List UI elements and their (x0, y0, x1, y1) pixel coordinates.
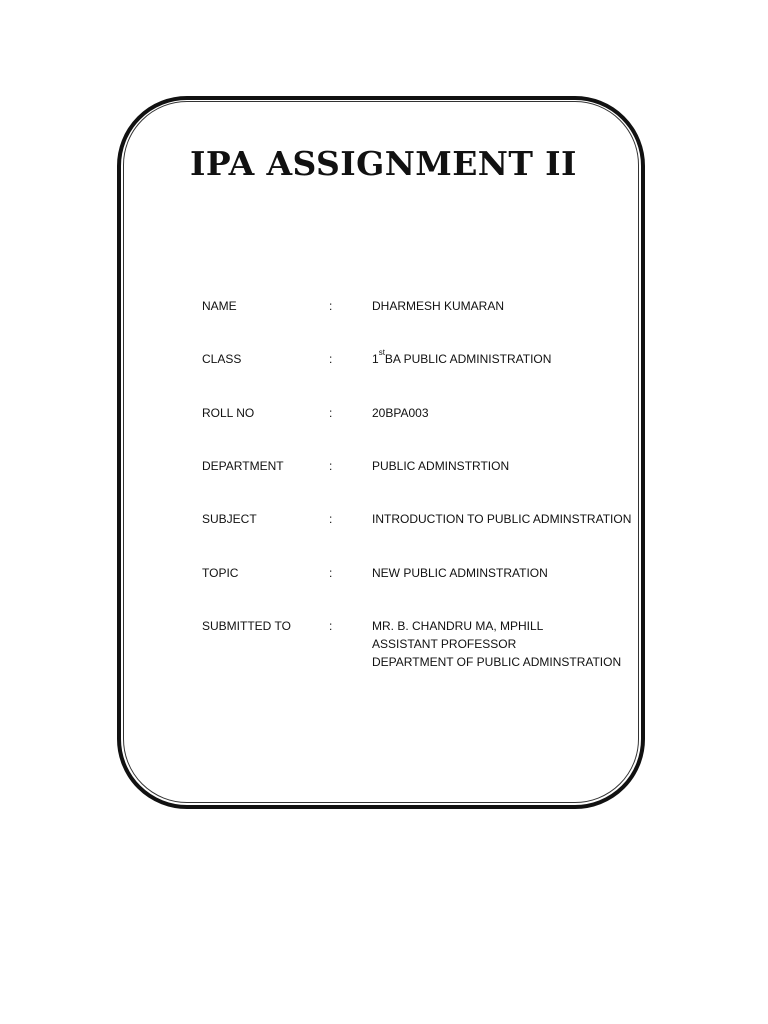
class-label: CLASS (202, 352, 242, 366)
class-value-superscript: st (378, 348, 385, 357)
roll-no-separator: : (329, 406, 333, 420)
class-value (372, 350, 642, 368)
subject-value: INTRODUCTION TO PUBLIC ADMINSTRATION (372, 512, 632, 526)
topic-label: TOPIC (202, 566, 239, 580)
submitted-to-line-1: MR. B. CHANDRU MA, MPHILL (372, 619, 544, 633)
department-separator: : (329, 459, 333, 473)
topic-value: NEW PUBLIC ADMINSTRATION (372, 566, 548, 580)
class-value-prefix: 1 (372, 352, 379, 366)
roll-no-label: ROLL NO (202, 406, 255, 420)
class-separator: : (329, 352, 333, 366)
submitted-to-line-2: ASSISTANT PROFESSOR (372, 637, 517, 651)
name-label: NAME (202, 299, 237, 313)
department-label: DEPARTMENT (202, 459, 284, 473)
class-value-text: BA PUBLIC ADMINISTRATION (384, 352, 552, 366)
rounded-border-frame (117, 96, 645, 809)
submitted-to-line-3: DEPARTMENT OF PUBLIC ADMINSTRATION (372, 655, 622, 669)
name-separator: : (329, 299, 333, 313)
topic-separator: : (329, 566, 333, 580)
subject-separator: : (329, 512, 333, 526)
document-title: IPA ASSIGNMENT II (190, 144, 577, 183)
submitted-to-separator: : (329, 619, 333, 633)
roll-no-value: 20BPA003 (372, 406, 429, 420)
name-value: DHARMESH KUMARAN (372, 299, 505, 313)
subject-label: SUBJECT (202, 512, 257, 526)
submitted-to-label: SUBMITTED TO (202, 619, 291, 633)
department-value: PUBLIC ADMINSTRTION (372, 459, 510, 473)
